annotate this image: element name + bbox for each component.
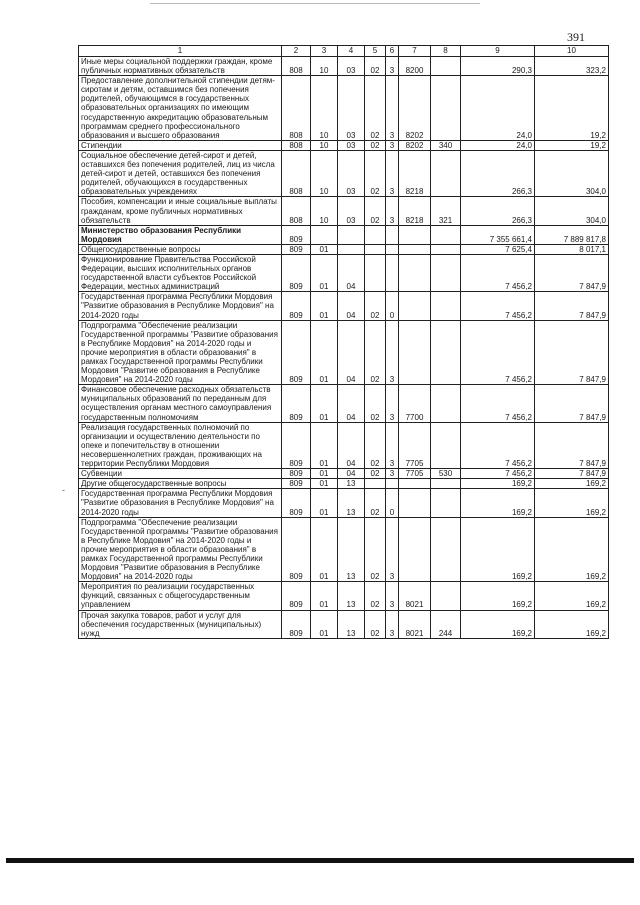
code-section: 01: [311, 489, 338, 517]
code-target: 8218: [399, 150, 431, 196]
code-subsection: 03: [338, 57, 365, 76]
code-subprogram: 3: [386, 610, 399, 638]
amount-col-10: 169,2: [535, 610, 609, 638]
table-row: [79, 582, 609, 610]
amount-col-10: 169,2: [535, 517, 609, 582]
code-expense-type: [431, 422, 461, 468]
item-name: Общегосударственные вопросы: [79, 244, 282, 254]
code-subprogram: [386, 225, 399, 244]
code-program: [365, 254, 386, 291]
code-expense-type: [431, 385, 461, 422]
col-header: 10: [535, 46, 609, 57]
col-header: 2: [282, 46, 311, 57]
code-subsection: 03: [338, 140, 365, 150]
code-section: 01: [311, 479, 338, 489]
item-name: Социальное обеспечение детей-сирот и детей, оставшихся без попечения родителей, лиц из числа детей-сирот и детей, оставшихся без попечения родителей, обучающихся в государственных образовательных учреждениях: [79, 150, 282, 196]
code-subprogram: 0: [386, 489, 399, 517]
code-program: 02: [365, 489, 386, 517]
code-target: [399, 225, 431, 244]
amount-col-9: 290,3: [461, 57, 535, 76]
code-section: 01: [311, 292, 338, 320]
code-expense-type: [431, 244, 461, 254]
amount-col-9: 7 456,2: [461, 292, 535, 320]
amount-col-10: 304,0: [535, 197, 609, 225]
code-subprogram: 3: [386, 140, 399, 150]
item-name: Стипендии: [79, 140, 282, 150]
code-expense-type: [431, 150, 461, 196]
item-name: Финансовое обеспечение расходных обязательств муниципальных образований по переданным для осуществления органам местного самоуправления государственным полномочиям: [79, 385, 282, 422]
code-subsection: 03: [338, 150, 365, 196]
amount-col-10: 169,2: [535, 479, 609, 489]
code-expense-type: 321: [431, 197, 461, 225]
code-program: 02: [365, 385, 386, 422]
amount-col-9: 7 456,2: [461, 469, 535, 479]
item-name: Мероприятия по реализации государственных функций, связанных с общегосударственным управлением: [79, 582, 282, 610]
code-program: [365, 479, 386, 489]
code-program: 02: [365, 469, 386, 479]
code-subsection: 04: [338, 469, 365, 479]
amount-col-9: 169,2: [461, 610, 535, 638]
code-section: 10: [311, 150, 338, 196]
scan-bottom-bar: [6, 858, 634, 863]
code-subsection: 04: [338, 385, 365, 422]
amount-col-9: 266,3: [461, 150, 535, 196]
code-target: [399, 292, 431, 320]
code-subprogram: 3: [386, 150, 399, 196]
code-subprogram: [386, 244, 399, 254]
amount-col-10: 7 847,9: [535, 469, 609, 479]
code-ministry: 809: [282, 254, 311, 291]
code-program: 02: [365, 292, 386, 320]
code-target: [399, 489, 431, 517]
table-row: [79, 150, 609, 196]
code-section: 01: [311, 320, 338, 385]
table-row: [79, 76, 609, 141]
code-subsection: 13: [338, 489, 365, 517]
code-subprogram: 3: [386, 517, 399, 582]
item-name: Подпрограмма "Обеспечение реализации Государственной программы "Развитие образования в Республике Мордовия" на 2014-2020 годы и прочие мероприятия в области образования" в рамках Государственной программы Республики Мордовия "Развитие образования в Республике Мордовия" на 2014-2020 годы: [79, 320, 282, 385]
item-name: Прочая закупка товаров, работ и услуг для обеспечения государственных (муниципальных) нужд: [79, 610, 282, 638]
code-ministry: 809: [282, 422, 311, 468]
col-header: 6: [386, 46, 399, 57]
code-target: 8021: [399, 610, 431, 638]
code-subprogram: 3: [386, 76, 399, 141]
code-program: 02: [365, 422, 386, 468]
code-ministry: 808: [282, 57, 311, 76]
code-subprogram: 3: [386, 582, 399, 610]
amount-col-9: 7 625,4: [461, 244, 535, 254]
item-name: Другие общегосударственные вопросы: [79, 479, 282, 489]
table-row: [79, 489, 609, 517]
table-row: [79, 244, 609, 254]
table-row: [79, 422, 609, 468]
code-expense-type: [431, 320, 461, 385]
amount-col-10: 7 847,9: [535, 385, 609, 422]
code-expense-type: [431, 582, 461, 610]
item-name: Предоставление дополнительной стипендии детям-сиротам и детям, оставшимся без попечения родителей, обучающимся в государственных образовательных организациях по имеющим государственную аккредитацию образовательным программам среднего профессионального образования и высшего образования: [79, 76, 282, 141]
code-expense-type: [431, 292, 461, 320]
code-section: [311, 225, 338, 244]
code-expense-type: [431, 517, 461, 582]
amount-col-10: 19,2: [535, 140, 609, 150]
item-name: Реализация государственных полномочий по организации и осуществлению деятельности по опеке и попечительству в отношении несовершеннолетних граждан, проживающих на территории Республики Мордовия: [79, 422, 282, 468]
code-ministry: 809: [282, 517, 311, 582]
code-subsection: 04: [338, 292, 365, 320]
code-subprogram: 3: [386, 197, 399, 225]
table-row: [79, 469, 609, 479]
code-section: 10: [311, 140, 338, 150]
amount-col-9: 24,0: [461, 140, 535, 150]
code-section: 01: [311, 582, 338, 610]
code-expense-type: 244: [431, 610, 461, 638]
code-program: 02: [365, 57, 386, 76]
code-ministry: 809: [282, 225, 311, 244]
amount-col-10: 7 847,9: [535, 422, 609, 468]
code-ministry: 809: [282, 479, 311, 489]
item-name: Функционирование Правительства Российской Федерации, высших исполнительных органов государственной власти субъектов Российской Федерации, местных администраций: [79, 254, 282, 291]
header-row: [79, 46, 609, 57]
amount-col-9: 169,2: [461, 582, 535, 610]
code-target: [399, 517, 431, 582]
code-section: 01: [311, 469, 338, 479]
code-program: [365, 244, 386, 254]
amount-col-10: 8 017,1: [535, 244, 609, 254]
code-target: 7700: [399, 385, 431, 422]
amount-col-10: 19,2: [535, 76, 609, 141]
code-expense-type: [431, 254, 461, 291]
table-row: [79, 292, 609, 320]
code-program: 02: [365, 150, 386, 196]
item-name: Государственная программа Республики Мордовия "Развитие образования в Республике Мордовия" на 2014-2020 годы: [79, 292, 282, 320]
code-expense-type: [431, 479, 461, 489]
code-section: 10: [311, 197, 338, 225]
amount-col-10: 169,2: [535, 489, 609, 517]
code-subsection: 04: [338, 422, 365, 468]
code-ministry: 809: [282, 244, 311, 254]
code-section: 01: [311, 517, 338, 582]
col-header: 8: [431, 46, 461, 57]
code-subprogram: [386, 254, 399, 291]
code-target: 7705: [399, 422, 431, 468]
code-expense-type: [431, 57, 461, 76]
table-row: [79, 517, 609, 582]
code-subsection: 04: [338, 254, 365, 291]
amount-col-10: 323,2: [535, 57, 609, 76]
col-header: 7: [399, 46, 431, 57]
code-target: [399, 479, 431, 489]
item-name: Подпрограмма "Обеспечение реализации Государственной программы "Развитие образования в Республике Мордовия" на 2014-2020 годы и прочие мероприятия в области образования" в рамках Государственной программы Республики Мордовия "Развитие образования в Республике Мордовия" на 2014-2020 годы: [79, 517, 282, 582]
code-target: 8200: [399, 57, 431, 76]
amount-col-9: 7 355 661,4: [461, 225, 535, 244]
code-subsection: 13: [338, 582, 365, 610]
code-target: 8218: [399, 197, 431, 225]
budget-table: [78, 45, 609, 639]
code-section: 01: [311, 244, 338, 254]
amount-col-9: 7 456,2: [461, 422, 535, 468]
code-section: 01: [311, 422, 338, 468]
code-program: 02: [365, 197, 386, 225]
table-row: [79, 320, 609, 385]
code-subsection: [338, 225, 365, 244]
code-program: 02: [365, 610, 386, 638]
amount-col-9: 169,2: [461, 517, 535, 582]
code-section: 10: [311, 57, 338, 76]
code-subprogram: 3: [386, 422, 399, 468]
amount-col-9: 169,2: [461, 489, 535, 517]
code-subsection: 03: [338, 197, 365, 225]
code-program: [365, 225, 386, 244]
amount-col-9: 24,0: [461, 76, 535, 141]
code-expense-type: 530: [431, 469, 461, 479]
code-ministry: 809: [282, 489, 311, 517]
code-section: 10: [311, 76, 338, 141]
table-row: [79, 385, 609, 422]
code-ministry: 809: [282, 292, 311, 320]
code-target: 7705: [399, 469, 431, 479]
code-ministry: 808: [282, 76, 311, 141]
col-header: 1: [79, 46, 282, 57]
code-target: [399, 254, 431, 291]
code-subprogram: 3: [386, 320, 399, 385]
amount-col-10: 7 889 817,8: [535, 225, 609, 244]
code-target: [399, 244, 431, 254]
table-row: [79, 610, 609, 638]
code-expense-type: [431, 76, 461, 141]
page-number: 391: [567, 30, 585, 44]
table-row: [79, 57, 609, 76]
margin-mark: -: [62, 485, 65, 495]
col-header: 9: [461, 46, 535, 57]
code-subprogram: 3: [386, 469, 399, 479]
table-body: [79, 57, 609, 639]
amount-col-9: 169,2: [461, 479, 535, 489]
amount-col-10: 7 847,9: [535, 292, 609, 320]
code-program: 02: [365, 517, 386, 582]
table-row: [79, 225, 609, 244]
item-name: Пособия, компенсации и иные социальные выплаты гражданам, кроме публичных нормативных обязательств: [79, 197, 282, 225]
table-row: [79, 140, 609, 150]
col-header: 3: [311, 46, 338, 57]
code-target: [399, 320, 431, 385]
item-name: Министерство образования Республики Мордовия: [79, 225, 282, 244]
code-expense-type: [431, 225, 461, 244]
amount-col-10: 304,0: [535, 150, 609, 196]
code-subsection: 04: [338, 320, 365, 385]
code-subsection: 13: [338, 610, 365, 638]
code-ministry: 809: [282, 610, 311, 638]
code-subprogram: 0: [386, 292, 399, 320]
item-name: Иные меры социальной поддержки граждан, кроме публичных нормативных обязательств: [79, 57, 282, 76]
code-ministry: 808: [282, 197, 311, 225]
amount-col-10: 7 847,9: [535, 254, 609, 291]
code-section: 01: [311, 610, 338, 638]
item-name: Государственная программа Республики Мордовия "Развитие образования в Республике Мордовия" на 2014-2020 годы: [79, 489, 282, 517]
code-subsection: 13: [338, 479, 365, 489]
code-subprogram: [386, 479, 399, 489]
table-row: [79, 479, 609, 489]
code-target: 8202: [399, 76, 431, 141]
col-header: 5: [365, 46, 386, 57]
amount-col-9: 7 456,2: [461, 320, 535, 385]
code-program: 02: [365, 582, 386, 610]
amount-col-9: 266,3: [461, 197, 535, 225]
amount-col-9: 7 456,2: [461, 385, 535, 422]
code-subsection: 13: [338, 517, 365, 582]
code-subprogram: 3: [386, 385, 399, 422]
table-row: [79, 197, 609, 225]
code-program: 02: [365, 140, 386, 150]
code-section: 01: [311, 385, 338, 422]
code-section: 01: [311, 254, 338, 291]
table-row: [79, 254, 609, 291]
code-program: 02: [365, 320, 386, 385]
amount-col-10: 169,2: [535, 582, 609, 610]
code-program: 02: [365, 76, 386, 141]
col-header: 4: [338, 46, 365, 57]
amount-col-9: 7 456,2: [461, 254, 535, 291]
amount-col-10: 7 847,9: [535, 320, 609, 385]
code-target: 8202: [399, 140, 431, 150]
code-subprogram: 3: [386, 57, 399, 76]
code-ministry: 809: [282, 320, 311, 385]
code-ministry: 809: [282, 469, 311, 479]
item-name: Субвенции: [79, 469, 282, 479]
code-ministry: 808: [282, 140, 311, 150]
code-subsection: 03: [338, 76, 365, 141]
code-subsection: [338, 244, 365, 254]
code-ministry: 809: [282, 385, 311, 422]
code-expense-type: [431, 489, 461, 517]
scan-top-rule: [150, 3, 480, 4]
code-target: 8021: [399, 582, 431, 610]
code-ministry: 808: [282, 150, 311, 196]
code-expense-type: 340: [431, 140, 461, 150]
code-ministry: 809: [282, 582, 311, 610]
